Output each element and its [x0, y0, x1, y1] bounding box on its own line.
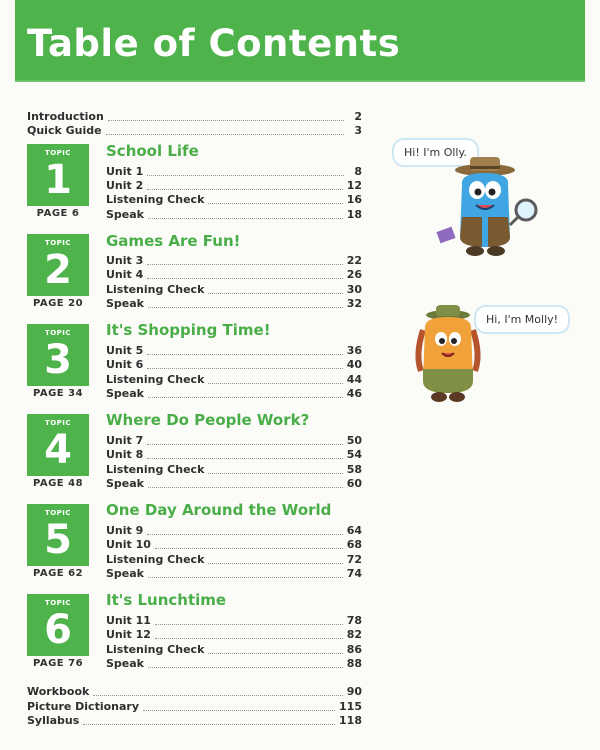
- toc-row-unit[interactable]: [106, 178, 362, 192]
- toc-label: Listening Check: [106, 372, 205, 386]
- toc-page: 115: [339, 699, 362, 713]
- toc-label: Unit 10: [106, 537, 151, 551]
- topic-word: TOPIC: [44, 149, 72, 157]
- leader-dots: [208, 651, 342, 654]
- toc-page: 40: [346, 357, 362, 371]
- topic-badge-1[interactable]: [27, 144, 89, 206]
- toc-page: 74: [346, 566, 362, 580]
- leader-dots: [148, 395, 343, 398]
- toc-page: 118: [339, 713, 362, 727]
- toc-label: Speak: [106, 566, 144, 580]
- leader-dots: [147, 352, 342, 355]
- leader-dots: [208, 561, 342, 564]
- topic-page-label: PAGE 48: [32, 478, 84, 489]
- toc-page: 54: [346, 447, 362, 461]
- toc-label: Unit 5: [106, 343, 144, 357]
- toc-row-speak[interactable]: [106, 476, 362, 490]
- toc-row-listening-check[interactable]: [106, 642, 362, 656]
- topic-badge-3[interactable]: [27, 324, 89, 386]
- toc-page: 58: [346, 462, 362, 476]
- toc-row-quick-guide[interactable]: [27, 123, 362, 137]
- toc-label: Listening Check: [106, 642, 205, 656]
- toc-row-speak[interactable]: [106, 207, 362, 221]
- leader-dots: [143, 708, 335, 711]
- toc-row-workbook[interactable]: [27, 684, 362, 698]
- page-title: Table of Contents: [27, 22, 401, 65]
- toc-row-unit[interactable]: [106, 537, 362, 551]
- toc-row-unit[interactable]: [106, 267, 362, 281]
- toc-row-unit[interactable]: [106, 253, 362, 267]
- header-banner: [15, 0, 585, 80]
- topic-badge-2[interactable]: [27, 234, 89, 296]
- topic-word: TOPIC: [44, 599, 72, 607]
- toc-page: 3: [354, 123, 362, 137]
- toc-label: Speak: [106, 207, 144, 221]
- toc-page: 18: [346, 207, 362, 221]
- toc-page: 78: [346, 613, 362, 627]
- toc-page: 88: [346, 656, 362, 670]
- toc-label: Unit 4: [106, 267, 144, 281]
- leader-dots: [155, 622, 343, 625]
- toc-label: Picture Dictionary: [27, 699, 140, 713]
- toc-row-picture-dictionary[interactable]: [27, 699, 362, 713]
- leader-dots: [148, 305, 343, 308]
- toc-label: Workbook: [27, 684, 90, 698]
- toc-row-unit[interactable]: [106, 447, 362, 461]
- toc-row-unit[interactable]: [106, 523, 362, 537]
- toc-row-listening-check[interactable]: [106, 372, 362, 386]
- toc-row-speak[interactable]: [106, 656, 362, 670]
- topic-title[interactable]: It's Lunchtime: [106, 591, 227, 609]
- toc-row-speak[interactable]: [106, 566, 362, 580]
- topic-number: 2: [44, 247, 72, 293]
- topic-number: 6: [44, 607, 72, 653]
- toc-row-unit[interactable]: [106, 613, 362, 627]
- toc-label: Syllabus: [27, 713, 80, 727]
- leader-dots: [148, 575, 343, 578]
- toc-label: Unit 1: [106, 164, 144, 178]
- topic-title[interactable]: Where Do People Work?: [106, 411, 310, 429]
- leader-dots: [147, 173, 344, 176]
- toc-row-unit[interactable]: [106, 357, 362, 371]
- toc-page: 64: [346, 523, 362, 537]
- topic-word: TOPIC: [44, 329, 72, 337]
- topic-word: TOPIC: [44, 239, 72, 247]
- leader-dots: [148, 485, 343, 488]
- olly-speech-bubble: Hi! I'm Olly.: [392, 138, 479, 167]
- toc-label: Unit 7: [106, 433, 144, 447]
- toc-page: 60: [346, 476, 362, 490]
- leader-dots: [208, 291, 342, 294]
- topic-page-label: PAGE 34: [32, 388, 84, 399]
- toc-page: 32: [346, 296, 362, 310]
- leader-dots: [147, 456, 342, 459]
- leader-dots: [147, 442, 342, 445]
- leader-dots: [147, 366, 342, 369]
- toc-label: Unit 6: [106, 357, 144, 371]
- topic-badge-6[interactable]: [27, 594, 89, 656]
- toc-row-unit[interactable]: [106, 164, 362, 178]
- topic-badge-4[interactable]: [27, 414, 89, 476]
- toc-row-unit[interactable]: [106, 343, 362, 357]
- topic-page-label: PAGE 62: [32, 568, 84, 579]
- topic-page-label: PAGE 20: [32, 298, 84, 309]
- toc-label: Unit 12: [106, 627, 151, 641]
- toc-row-listening-check[interactable]: [106, 282, 362, 296]
- toc-page: 8: [354, 164, 362, 178]
- toc-page: 50: [346, 433, 362, 447]
- leader-dots: [208, 201, 342, 204]
- topic-number: 5: [44, 517, 72, 563]
- topic-number: 3: [44, 337, 72, 383]
- toc-page: 72: [346, 552, 362, 566]
- toc-label: Unit 3: [106, 253, 144, 267]
- topic-word: TOPIC: [44, 509, 72, 517]
- toc-row-syllabus[interactable]: [27, 713, 362, 727]
- toc-row-speak[interactable]: [106, 296, 362, 310]
- leader-dots: [208, 381, 342, 384]
- toc-label: Quick Guide: [27, 123, 102, 137]
- toc-label: Speak: [106, 386, 144, 400]
- toc-row-listening-check[interactable]: [106, 192, 362, 206]
- toc-page: 22: [346, 253, 362, 267]
- molly-speech-bubble: Hi, I'm Molly!: [474, 305, 570, 334]
- toc-page: 86: [346, 642, 362, 656]
- toc-label: Listening Check: [106, 192, 205, 206]
- toc-page: 46: [346, 386, 362, 400]
- toc-page: 82: [346, 627, 362, 641]
- toc-page: 44: [346, 372, 362, 386]
- toc-label: Listening Check: [106, 282, 205, 296]
- toc-page: 90: [346, 684, 362, 698]
- topic-number: 1: [44, 157, 72, 203]
- toc-label: Unit 9: [106, 523, 144, 537]
- toc-label: Introduction: [27, 109, 104, 123]
- toc-row-listening-check[interactable]: [106, 462, 362, 476]
- leader-dots: [155, 546, 343, 549]
- toc-label: Listening Check: [106, 552, 205, 566]
- topic-title[interactable]: Games Are Fun!: [106, 232, 241, 250]
- toc-label: Listening Check: [106, 462, 205, 476]
- toc-page: 26: [346, 267, 362, 281]
- leader-dots: [148, 216, 343, 219]
- toc-row-unit[interactable]: [106, 433, 362, 447]
- toc-page: 36: [346, 343, 362, 357]
- olly-character-icon: [430, 155, 540, 260]
- topic-word: TOPIC: [44, 419, 72, 427]
- leader-dots: [83, 722, 335, 725]
- toc-label: Unit 11: [106, 613, 151, 627]
- leader-dots: [148, 665, 343, 668]
- toc-label: Speak: [106, 476, 144, 490]
- leader-dots: [147, 532, 342, 535]
- leader-dots: [147, 187, 342, 190]
- leader-dots: [155, 636, 343, 639]
- toc-page: 16: [346, 192, 362, 206]
- leader-dots: [208, 471, 342, 474]
- topic-badge-5[interactable]: [27, 504, 89, 566]
- toc-page: 2: [354, 109, 362, 123]
- toc-page: 12: [346, 178, 362, 192]
- topic-title[interactable]: School Life: [106, 142, 199, 160]
- leader-dots: [147, 262, 342, 265]
- topic-title[interactable]: It's Shopping Time!: [106, 321, 271, 339]
- leader-dots: [108, 118, 344, 121]
- topic-title[interactable]: One Day Around the World: [106, 501, 332, 519]
- leader-dots: [147, 276, 342, 279]
- toc-page: 30: [346, 282, 362, 296]
- molly-character-icon: [405, 305, 495, 405]
- toc-label: Unit 8: [106, 447, 144, 461]
- topic-page-label: PAGE 6: [36, 208, 80, 219]
- topic-number: 4: [44, 427, 72, 473]
- leader-dots: [93, 693, 342, 696]
- toc-page: 68: [346, 537, 362, 551]
- toc-row-unit[interactable]: [106, 627, 362, 641]
- topic-page-label: PAGE 76: [32, 658, 84, 669]
- toc-label: Speak: [106, 296, 144, 310]
- leader-dots: [106, 132, 344, 135]
- toc-label: Unit 2: [106, 178, 144, 192]
- toc-row-speak[interactable]: [106, 386, 362, 400]
- toc-row-introduction[interactable]: [27, 109, 362, 123]
- toc-label: Speak: [106, 656, 144, 670]
- toc-row-listening-check[interactable]: [106, 552, 362, 566]
